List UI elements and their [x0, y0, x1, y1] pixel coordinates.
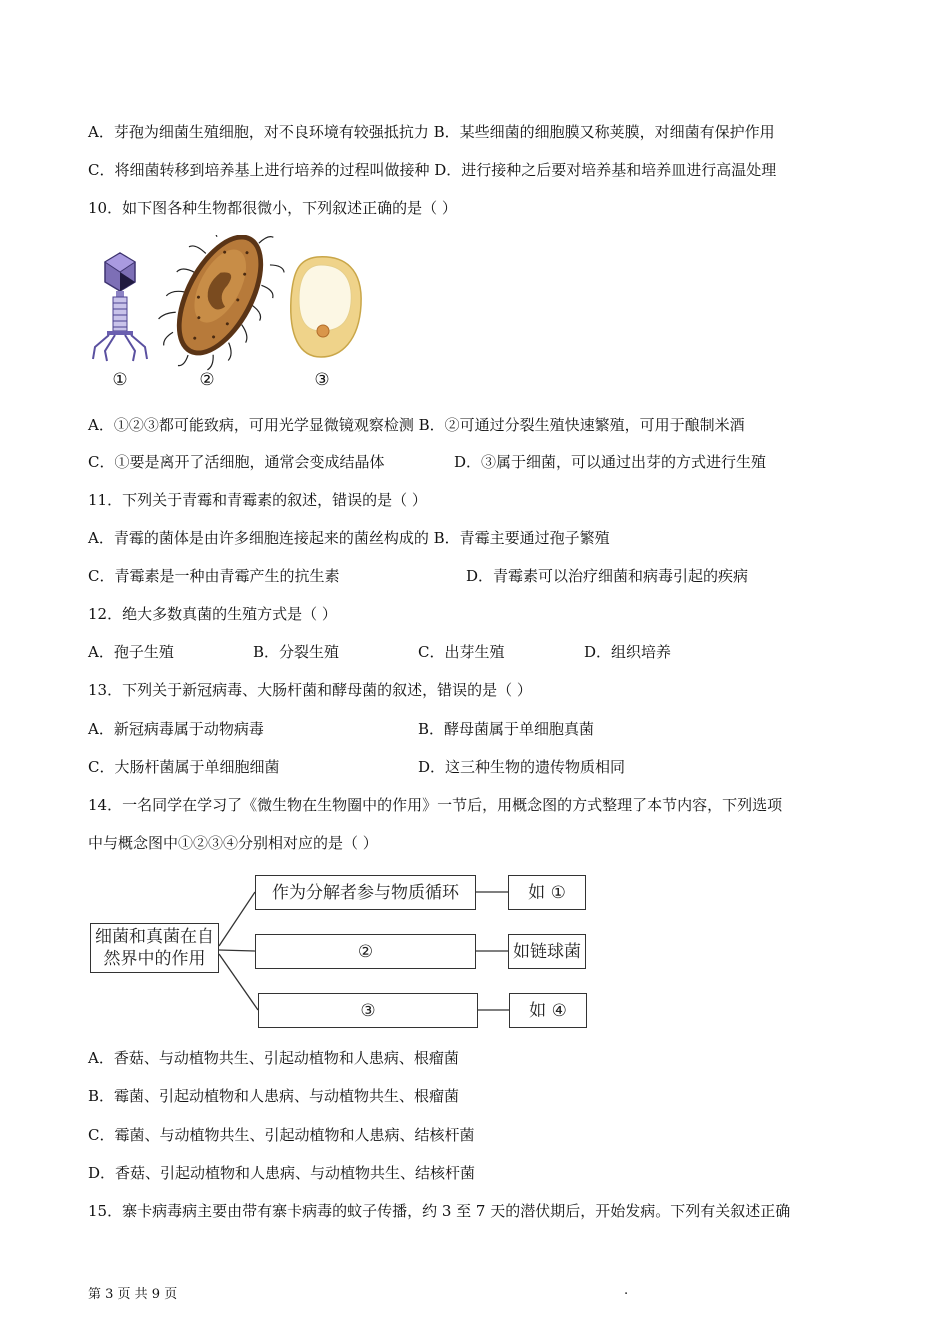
q11-option-d: D．青霉素可以治疗细菌和病毒引起的疾病: [466, 567, 749, 585]
figure-label-2: ②: [199, 370, 215, 390]
page-number: 第 3 页 共 9 页: [88, 1287, 178, 1302]
footer-dot: .: [624, 1283, 629, 1298]
concept-leaf-1: 如 ①: [508, 875, 586, 910]
q15-stem: 15．寨卡病毒病主要由带有寨卡病毒的蚊子传播，约 3 至 7 天的潜伏期后，开始发病。下列有关叙述正确: [88, 1202, 791, 1220]
concept-branch-2: ②: [255, 934, 476, 969]
q9-option-line-2: C．将细菌转移到培养基上进行培养的过程叫做接种 D．进行接种之后要对培养基和培养皿进行高温处理: [88, 161, 777, 179]
q14-option-b: B．霉菌、引起动植物和人患病、与动植物共生、根瘤菌: [88, 1087, 460, 1105]
q14-option-a: A．香菇、与动植物共生、引起动植物和人患病、根瘤菌: [88, 1049, 459, 1067]
figure-label-1: ①: [112, 370, 128, 390]
q12-stem: 12．绝大多数真菌的生殖方式是（ ）: [88, 605, 337, 623]
concept-leaf-streptococcus: 如链球菌: [508, 934, 586, 969]
q13-option-a: A．新冠病毒属于动物病毒: [88, 720, 264, 738]
q14-stem-line-2: 中与概念图中①②③④分别相对应的是（ ）: [88, 834, 378, 852]
q13-stem: 13．下列关于新冠病毒、大肠杆菌和酵母菌的叙述，错误的是（ ）: [88, 681, 532, 699]
q10-option-ab: A．①②③都可能致病，可用光学显微镜观察检测 B．②可通过分裂生殖快速繁殖，可用于酿制米酒: [88, 416, 745, 434]
q10-option-c: C．①要是离开了活细胞，通常会变成结晶体: [88, 453, 385, 471]
q12-option-b: B．分裂生殖: [253, 643, 340, 661]
concept-leaf-4: 如 ④: [509, 993, 587, 1028]
q9-option-line-1: A．芽孢为细菌生殖细胞，对不良环境有较强抵抗力 B．某些细菌的细胞膜又称荚膜，对细菌有保护作用: [88, 123, 775, 141]
q12-option-d: D．组织培养: [584, 643, 672, 661]
q12-option-c: C．出芽生殖: [418, 643, 505, 661]
q13-option-d: D．这三种生物的遗传物质相同: [418, 758, 626, 776]
concept-branch-decomposer: 作为分解者参与物质循环: [255, 875, 476, 910]
q13-option-b: B．酵母菌属于单细胞真菌: [418, 720, 595, 738]
q12-option-a: A．孢子生殖: [88, 643, 174, 661]
q13-option-c: C．大肠杆菌属于单细胞细菌: [88, 758, 280, 776]
concept-root-box: 细菌和真菌在自然界中的作用: [90, 923, 219, 973]
q14-stem-line-1: 14．一名同学在学习了《微生物在生物圈中的作用》一节后，用概念图的方式整理了本节内容，下列选项: [88, 796, 783, 814]
concept-branch-3: ③: [258, 993, 478, 1028]
q11-option-c: C．青霉素是一种由青霉产生的抗生素: [88, 567, 340, 585]
q10-option-d: D．③属于细菌，可以通过出芽的方式进行生殖: [454, 453, 767, 471]
q14-option-d: D．香菇、引起动植物和人患病、与动植物共生、结核杆菌: [88, 1164, 476, 1182]
figure-label-3: ③: [314, 370, 330, 390]
q10-stem: 10．如下图各种生物都很微小，下列叙述正确的是（ ）: [88, 199, 457, 217]
q11-option-ab: A．青霉的菌体是由许多细胞连接起来的菌丝构成的 B．青霉主要通过孢子繁殖: [88, 529, 610, 547]
q11-stem: 11．下列关于青霉和青霉素的叙述，错误的是（ ）: [88, 491, 427, 509]
q14-option-c: C．霉菌、与动植物共生、引起动植物和人患病、结核杆菌: [88, 1126, 475, 1144]
